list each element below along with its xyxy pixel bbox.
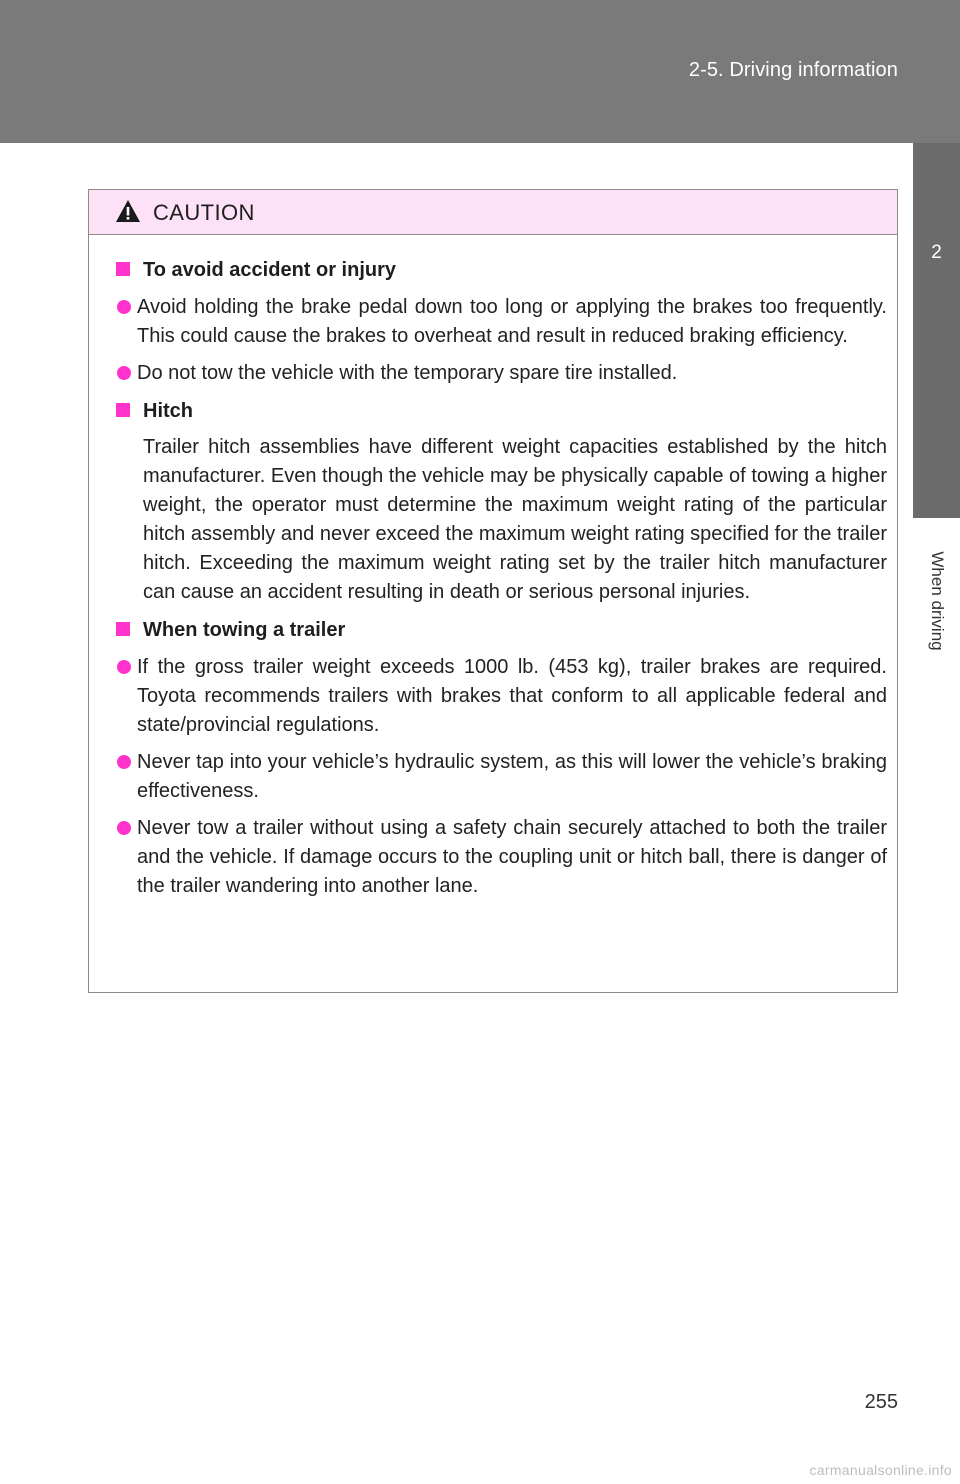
chapter-label-box [913,521,960,681]
list-item [118,653,887,740]
list-item-text: Never tap into your vehicle’s hydraulic system, as this will lower the vehicle’s braking effectiveness. [137,751,887,802]
square-bullet-icon [116,262,130,276]
chapter-number: 2 [931,242,942,263]
list-item-text: Avoid holding the brake pedal down too long or applying the brakes too frequently. This could cause the brakes to overheat and result in reduced braking efficiency. [137,296,887,347]
circle-bullet-icon [117,821,131,835]
list-item-text: If the gross trailer weight exceeds 1000 lb. (453 kg), trailer brakes are required. Toyota recommends trailers with brakes that conform to all applicable federal and state/provincial regulations. [137,656,887,736]
list-item [118,748,887,806]
section-heading-text: When towing a trailer [143,619,346,641]
caution-body [89,235,897,901]
list-item [118,293,887,351]
section-heading-text: Hitch [143,400,193,422]
chapter-label: When driving [927,551,947,651]
page-number: 255 [864,1391,898,1413]
section-heading [116,255,887,285]
section-heading [116,615,887,645]
circle-bullet-icon [117,755,131,769]
circle-bullet-icon [117,366,131,380]
caution-header [89,190,897,235]
list-item [118,814,887,901]
watermark: carmanualsonline.info [809,1462,952,1478]
caution-box [88,189,898,993]
section-heading-text: To avoid accident or injury [143,259,397,281]
circle-bullet-icon [117,300,131,314]
square-bullet-icon [116,622,130,636]
paragraph [116,433,887,607]
section-title: 2-5. Driving information [688,59,898,81]
square-bullet-icon [116,403,130,417]
list-item-text: Never tow a trailer without using a safety chain securely attached to both the trailer and the vehicle. If damage occurs to the coupling unit or hitch ball, there is danger of the trailer wandering into another lane. [137,817,887,897]
chapter-tab [913,143,960,521]
warning-triangle-icon [115,199,141,223]
caution-title: CAUTION [153,200,255,225]
list-item-text: Do not tow the vehicle with the temporary spare tire installed. [137,362,678,384]
list-item [118,359,887,388]
circle-bullet-icon [117,660,131,674]
paragraph-text: Trailer hitch assemblies have different weight capacities established by the hitch manufacturer. Even though the vehicle may be physically capable of towing a higher weight, the operator must determine the maximum weight rating of the particular hitch assembly and never exceed the maximum weight rating specified for the trailer hitch. Exceeding the maximum weight rating set by the trailer hitch manufacturer can cause an accident resulting in death or serious personal injuries. [143,436,887,603]
section-heading [116,396,887,426]
